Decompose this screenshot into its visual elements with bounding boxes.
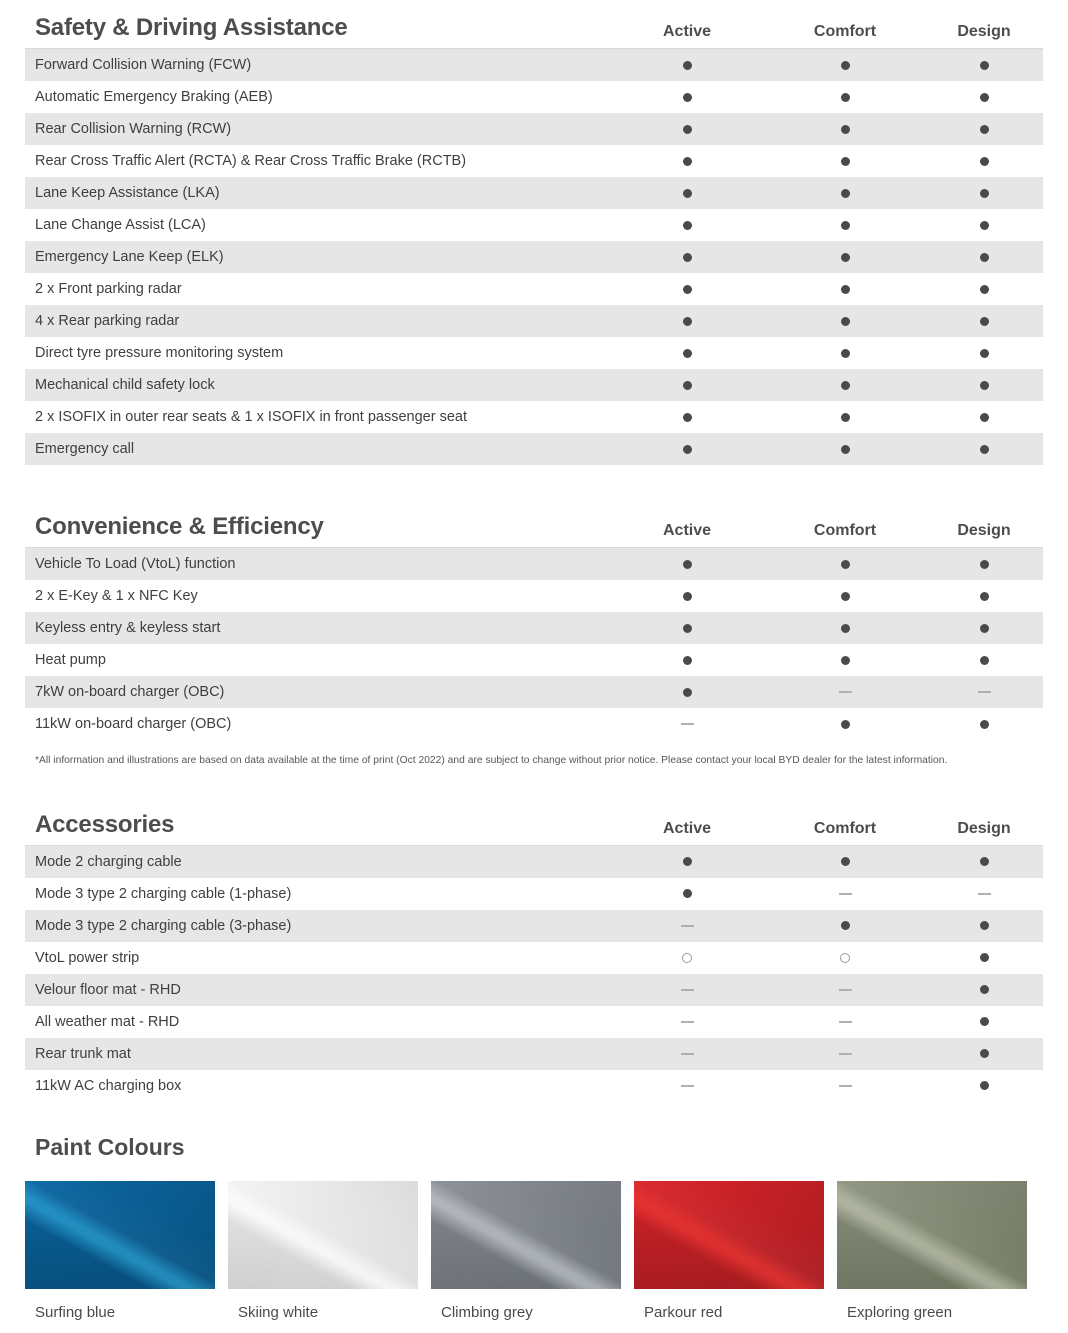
filled-dot-icon bbox=[841, 221, 850, 230]
filled-dot-icon bbox=[683, 445, 692, 454]
cell-active bbox=[609, 369, 765, 401]
filled-dot-icon bbox=[841, 61, 850, 70]
filled-dot-icon bbox=[841, 349, 850, 358]
row-label: All weather mat - RHD bbox=[35, 1014, 180, 1030]
column-header-design: Design bbox=[957, 819, 1011, 837]
filled-dot-icon bbox=[683, 656, 692, 665]
cell-active bbox=[609, 708, 765, 740]
filled-dot-icon bbox=[980, 656, 989, 665]
filled-dot-icon bbox=[980, 349, 989, 358]
table-row bbox=[25, 612, 1043, 644]
paint-swatch-item[interactable] bbox=[837, 1181, 1027, 1320]
cell-comfort bbox=[765, 974, 925, 1006]
filled-dot-icon bbox=[841, 413, 850, 422]
cell-design bbox=[925, 1070, 1043, 1102]
dash-icon bbox=[978, 893, 991, 895]
cell-comfort bbox=[765, 369, 925, 401]
filled-dot-icon bbox=[683, 61, 692, 70]
section-header bbox=[25, 797, 1043, 837]
cell-comfort bbox=[765, 580, 925, 612]
cell-design bbox=[925, 241, 1043, 273]
row-label: 2 x Front parking radar bbox=[35, 281, 182, 297]
table-row bbox=[25, 1070, 1043, 1102]
filled-dot-icon bbox=[841, 93, 850, 102]
cell-design bbox=[925, 644, 1043, 676]
paint-swatch-chip[interactable] bbox=[837, 1181, 1027, 1289]
cell-active bbox=[609, 49, 765, 81]
paint-swatch-chip[interactable] bbox=[431, 1181, 621, 1289]
cell-design bbox=[925, 878, 1043, 910]
cell-design bbox=[925, 612, 1043, 644]
filled-dot-icon bbox=[980, 381, 989, 390]
table-row bbox=[25, 974, 1043, 1006]
filled-dot-icon bbox=[683, 157, 692, 166]
filled-dot-icon bbox=[683, 125, 692, 134]
filled-dot-icon bbox=[980, 413, 989, 422]
feature-table bbox=[25, 548, 1043, 740]
cell-design bbox=[925, 177, 1043, 209]
table-row bbox=[25, 676, 1043, 708]
dash-icon bbox=[978, 691, 991, 693]
table-row bbox=[25, 49, 1043, 81]
cell-active bbox=[609, 878, 765, 910]
column-header-comfort: Comfort bbox=[813, 819, 877, 837]
cell-design bbox=[925, 145, 1043, 177]
filled-dot-icon bbox=[683, 688, 692, 697]
column-headers bbox=[609, 24, 1043, 40]
table-row bbox=[25, 846, 1043, 878]
dash-icon bbox=[839, 1053, 852, 1055]
paint-colours-title: Paint Colours bbox=[35, 1133, 185, 1160]
row-label: Automatic Emergency Braking (AEB) bbox=[35, 89, 273, 105]
cell-active bbox=[609, 1038, 765, 1070]
filled-dot-icon bbox=[841, 253, 850, 262]
hollow-circle-icon bbox=[682, 953, 692, 963]
row-label: Rear Cross Traffic Alert (RCTA) & Rear Cross Traffic Brake (RCTB) bbox=[35, 153, 467, 169]
filled-dot-icon bbox=[841, 624, 850, 633]
paint-swatch-chip[interactable] bbox=[228, 1181, 418, 1289]
filled-dot-icon bbox=[841, 560, 850, 569]
dash-icon bbox=[839, 1085, 852, 1087]
table-row bbox=[25, 305, 1043, 337]
cell-comfort bbox=[765, 1006, 925, 1038]
cell-active bbox=[609, 580, 765, 612]
filled-dot-icon bbox=[841, 921, 850, 930]
table-row bbox=[25, 580, 1043, 612]
filled-dot-icon bbox=[683, 285, 692, 294]
row-label: Forward Collision Warning (FCW) bbox=[35, 57, 252, 73]
cell-comfort bbox=[765, 273, 925, 305]
filled-dot-icon bbox=[980, 125, 989, 134]
paint-swatch-label: Skiing white bbox=[238, 1303, 319, 1321]
filled-dot-icon bbox=[683, 413, 692, 422]
column-header-active: Active bbox=[662, 819, 712, 837]
filled-dot-icon bbox=[980, 953, 989, 962]
filled-dot-icon bbox=[841, 157, 850, 166]
cell-comfort bbox=[765, 878, 925, 910]
cell-active bbox=[609, 81, 765, 113]
column-header-design: Design bbox=[957, 522, 1011, 539]
section-title: Convenience & Efficiency bbox=[35, 513, 324, 540]
column-header-active: Active bbox=[662, 23, 712, 40]
filled-dot-icon bbox=[841, 656, 850, 665]
row-label: Vehicle To Load (VtoL) function bbox=[35, 556, 236, 572]
cell-comfort bbox=[765, 910, 925, 942]
filled-dot-icon bbox=[683, 253, 692, 262]
cell-active bbox=[609, 433, 765, 465]
filled-dot-icon bbox=[980, 61, 989, 70]
cell-active bbox=[609, 1006, 765, 1038]
row-label: Keyless entry & keyless start bbox=[35, 620, 221, 636]
filled-dot-icon bbox=[980, 1081, 989, 1090]
filled-dot-icon bbox=[980, 253, 989, 262]
table-row bbox=[25, 1038, 1043, 1070]
cell-comfort bbox=[765, 548, 925, 580]
filled-dot-icon bbox=[683, 189, 692, 198]
row-label: 11kW AC charging box bbox=[35, 1078, 182, 1094]
filled-dot-icon bbox=[980, 985, 989, 994]
cell-design bbox=[925, 337, 1043, 369]
paint-swatch-list bbox=[25, 1181, 1043, 1320]
table-row bbox=[25, 241, 1043, 273]
swatch-highlight-sheen bbox=[228, 1181, 418, 1289]
table-row bbox=[25, 942, 1043, 974]
cell-active bbox=[609, 612, 765, 644]
cell-design bbox=[925, 676, 1043, 708]
cell-design bbox=[925, 1038, 1043, 1070]
dash-icon bbox=[681, 989, 694, 991]
filled-dot-icon bbox=[841, 285, 850, 294]
table-row bbox=[25, 548, 1043, 580]
swatch-highlight-sheen bbox=[634, 1181, 824, 1289]
table-row bbox=[25, 644, 1043, 676]
cell-active bbox=[609, 644, 765, 676]
paint-swatch-item[interactable] bbox=[228, 1181, 418, 1320]
cell-comfort bbox=[765, 676, 925, 708]
section-convenience-efficiency bbox=[0, 499, 1068, 740]
cell-design bbox=[925, 1006, 1043, 1038]
row-label: 2 x E-Key & 1 x NFC Key bbox=[35, 588, 198, 604]
paint-swatch-label: Exploring green bbox=[847, 1303, 953, 1321]
paint-swatch-item[interactable] bbox=[431, 1181, 621, 1320]
cell-comfort bbox=[765, 401, 925, 433]
table-row bbox=[25, 81, 1043, 113]
cell-active bbox=[609, 401, 765, 433]
row-label: Mode 3 type 2 charging cable (3-phase) bbox=[35, 918, 292, 934]
row-label: Lane Keep Assistance (LKA) bbox=[35, 185, 220, 201]
cell-comfort bbox=[765, 1070, 925, 1102]
column-header-design: Design bbox=[957, 23, 1011, 40]
row-label: 4 x Rear parking radar bbox=[35, 313, 180, 329]
cell-design bbox=[925, 974, 1043, 1006]
filled-dot-icon bbox=[980, 720, 989, 729]
paint-swatch-label: Climbing grey bbox=[441, 1303, 533, 1321]
table-row bbox=[25, 337, 1043, 369]
dash-icon bbox=[839, 989, 852, 991]
paint-swatch-item[interactable] bbox=[634, 1181, 824, 1320]
cell-active bbox=[609, 145, 765, 177]
cell-design bbox=[925, 942, 1043, 974]
cell-design bbox=[925, 433, 1043, 465]
dash-icon bbox=[681, 1021, 694, 1023]
cell-comfort bbox=[765, 145, 925, 177]
cell-design bbox=[925, 708, 1043, 740]
filled-dot-icon bbox=[980, 1017, 989, 1026]
cell-active bbox=[609, 974, 765, 1006]
filled-dot-icon bbox=[683, 93, 692, 102]
paint-swatch-item[interactable] bbox=[25, 1181, 215, 1320]
filled-dot-icon bbox=[683, 349, 692, 358]
table-row bbox=[25, 177, 1043, 209]
cell-comfort bbox=[765, 708, 925, 740]
dash-icon bbox=[839, 893, 852, 895]
filled-dot-icon bbox=[980, 560, 989, 569]
section-title: Safety & Driving Assistance bbox=[35, 14, 348, 41]
filled-dot-icon bbox=[841, 720, 850, 729]
table-row bbox=[25, 1006, 1043, 1038]
row-label: Lane Change Assist (LCA) bbox=[35, 217, 206, 233]
cell-design bbox=[925, 580, 1043, 612]
cell-design bbox=[925, 548, 1043, 580]
cell-design bbox=[925, 369, 1043, 401]
row-label: Emergency call bbox=[35, 441, 135, 457]
cell-design bbox=[925, 113, 1043, 145]
table-row bbox=[25, 708, 1043, 740]
cell-design bbox=[925, 910, 1043, 942]
paint-swatch-chip[interactable] bbox=[25, 1181, 215, 1289]
cell-comfort bbox=[765, 49, 925, 81]
cell-design bbox=[925, 209, 1043, 241]
filled-dot-icon bbox=[841, 592, 850, 601]
row-label: Mode 2 charging cable bbox=[35, 854, 182, 870]
row-label: Emergency Lane Keep (ELK) bbox=[35, 249, 224, 265]
table-row bbox=[25, 369, 1043, 401]
filled-dot-icon bbox=[980, 221, 989, 230]
table-row bbox=[25, 113, 1043, 145]
dash-icon bbox=[681, 723, 694, 725]
cell-comfort bbox=[765, 644, 925, 676]
cell-comfort bbox=[765, 846, 925, 878]
cell-comfort bbox=[765, 305, 925, 337]
column-header-comfort: Comfort bbox=[813, 23, 877, 40]
cell-comfort bbox=[765, 337, 925, 369]
row-label: Mode 3 type 2 charging cable (1-phase) bbox=[35, 886, 292, 902]
cell-active bbox=[609, 942, 765, 974]
filled-dot-icon bbox=[980, 445, 989, 454]
cell-active bbox=[609, 273, 765, 305]
row-label: Mechanical child safety lock bbox=[35, 377, 215, 393]
feature-table bbox=[25, 49, 1043, 465]
column-header-comfort: Comfort bbox=[813, 522, 877, 539]
table-row bbox=[25, 273, 1043, 305]
cell-active bbox=[609, 910, 765, 942]
filled-dot-icon bbox=[980, 189, 989, 198]
dash-icon bbox=[681, 925, 694, 927]
column-headers bbox=[609, 821, 1043, 837]
filled-dot-icon bbox=[683, 624, 692, 633]
feature-table bbox=[25, 846, 1043, 1102]
filled-dot-icon bbox=[841, 317, 850, 326]
paint-swatch-label: Parkour red bbox=[644, 1303, 723, 1321]
dash-icon bbox=[839, 691, 852, 693]
filled-dot-icon bbox=[980, 624, 989, 633]
row-label: Heat pump bbox=[35, 652, 106, 668]
cell-active bbox=[609, 846, 765, 878]
row-label: Rear trunk mat bbox=[35, 1046, 131, 1062]
cell-comfort bbox=[765, 241, 925, 273]
cell-active bbox=[609, 305, 765, 337]
cell-design bbox=[925, 81, 1043, 113]
cell-active bbox=[609, 548, 765, 580]
hollow-circle-icon bbox=[840, 953, 850, 963]
cell-active bbox=[609, 1070, 765, 1102]
table-row bbox=[25, 401, 1043, 433]
cell-comfort bbox=[765, 81, 925, 113]
cell-active bbox=[609, 113, 765, 145]
filled-dot-icon bbox=[683, 221, 692, 230]
row-label: Velour floor mat - RHD bbox=[35, 982, 181, 998]
filled-dot-icon bbox=[683, 889, 692, 898]
filled-dot-icon bbox=[980, 317, 989, 326]
row-label: VtoL power strip bbox=[35, 950, 140, 966]
table-row bbox=[25, 145, 1043, 177]
cell-comfort bbox=[765, 942, 925, 974]
filled-dot-icon bbox=[980, 157, 989, 166]
section-paint-colours bbox=[0, 1133, 1068, 1321]
filled-dot-icon bbox=[980, 592, 989, 601]
row-label: 2 x ISOFIX in outer rear seats & 1 x ISOFIX in front passenger seat bbox=[35, 409, 467, 425]
swatch-highlight-sheen bbox=[837, 1181, 1027, 1289]
cell-design bbox=[925, 273, 1043, 305]
dash-icon bbox=[839, 1021, 852, 1023]
filled-dot-icon bbox=[683, 317, 692, 326]
section-title: Accessories bbox=[35, 810, 175, 838]
filled-dot-icon bbox=[980, 1049, 989, 1058]
cell-comfort bbox=[765, 433, 925, 465]
cell-active bbox=[609, 337, 765, 369]
filled-dot-icon bbox=[841, 125, 850, 134]
swatch-highlight-sheen bbox=[25, 1181, 215, 1289]
cell-comfort bbox=[765, 113, 925, 145]
cell-design bbox=[925, 846, 1043, 878]
filled-dot-icon bbox=[841, 381, 850, 390]
table-row bbox=[25, 910, 1043, 942]
cell-active bbox=[609, 676, 765, 708]
filled-dot-icon bbox=[683, 381, 692, 390]
filled-dot-icon bbox=[841, 857, 850, 866]
cell-design bbox=[925, 49, 1043, 81]
cell-comfort bbox=[765, 612, 925, 644]
dash-icon bbox=[681, 1053, 694, 1055]
cell-design bbox=[925, 401, 1043, 433]
filled-dot-icon bbox=[980, 93, 989, 102]
cell-active bbox=[609, 209, 765, 241]
row-label: 7kW on-board charger (OBC) bbox=[35, 684, 225, 700]
filled-dot-icon bbox=[683, 857, 692, 866]
row-label: Rear Collision Warning (RCW) bbox=[35, 121, 232, 137]
dash-icon bbox=[681, 1085, 694, 1087]
cell-comfort bbox=[765, 209, 925, 241]
cell-active bbox=[609, 241, 765, 273]
filled-dot-icon bbox=[683, 560, 692, 569]
filled-dot-icon bbox=[841, 445, 850, 454]
filled-dot-icon bbox=[980, 857, 989, 866]
cell-comfort bbox=[765, 177, 925, 209]
table-row bbox=[25, 433, 1043, 465]
filled-dot-icon bbox=[841, 189, 850, 198]
footnote: *All information and illustrations are based on data available at the time of print (Oct 2022) and are subject to change without prior notice. Please contact your local BYD dealer for the latest information. bbox=[35, 755, 948, 766]
section-header bbox=[25, 499, 1043, 539]
section-header bbox=[25, 0, 1043, 40]
paint-swatch-chip[interactable] bbox=[634, 1181, 824, 1289]
cell-active bbox=[609, 177, 765, 209]
column-headers bbox=[609, 523, 1043, 539]
table-row bbox=[25, 209, 1043, 241]
section-safety-driving-assistance bbox=[0, 0, 1068, 465]
filled-dot-icon bbox=[980, 921, 989, 930]
row-label: 11kW on-board charger (OBC) bbox=[35, 716, 232, 732]
filled-dot-icon bbox=[980, 285, 989, 294]
cell-comfort bbox=[765, 1038, 925, 1070]
row-label: Direct tyre pressure monitoring system bbox=[35, 345, 284, 361]
cell-design bbox=[925, 305, 1043, 337]
filled-dot-icon bbox=[683, 592, 692, 601]
table-row bbox=[25, 878, 1043, 910]
paint-swatch-label: Surfing blue bbox=[35, 1303, 116, 1321]
swatch-highlight-sheen bbox=[431, 1181, 621, 1289]
section-accessories bbox=[0, 797, 1068, 1102]
column-header-active: Active bbox=[662, 522, 712, 539]
